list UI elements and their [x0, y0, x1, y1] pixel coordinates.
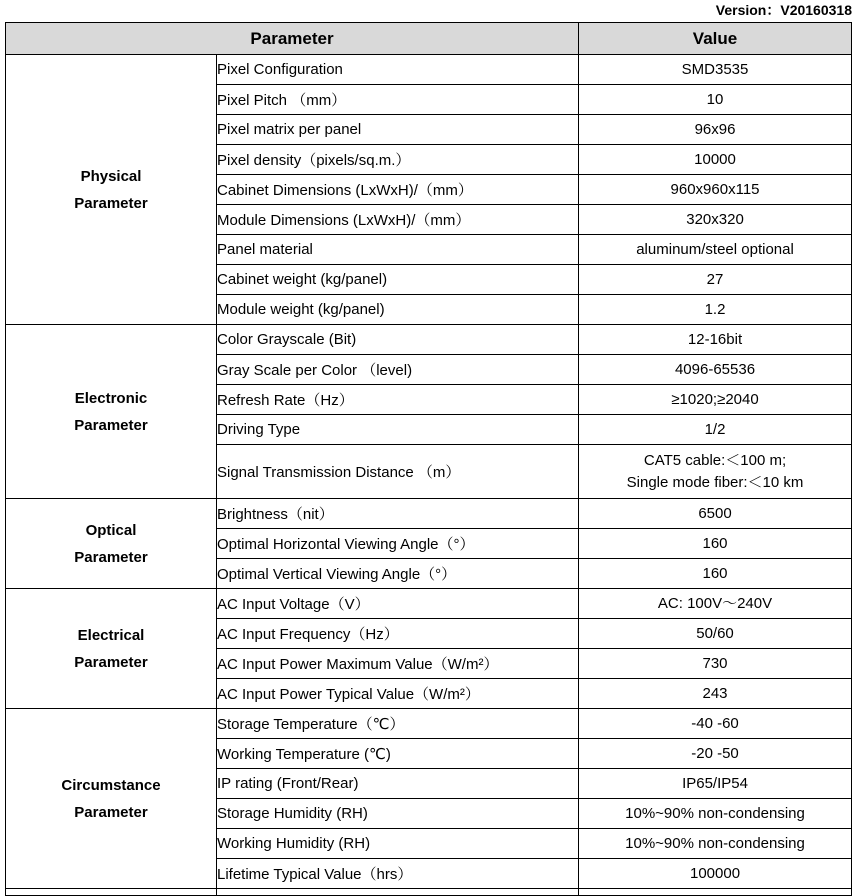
group-title: [6, 589, 217, 709]
table-header-row: [6, 23, 852, 55]
parameter-value-line: 10000: [694, 150, 736, 168]
group-title-line: Parameter: [74, 194, 148, 212]
parameter-name: IP rating (Front/Rear): [217, 769, 579, 799]
parameter-value: [579, 355, 852, 385]
parameter-name: AC Input Power Typical Value（W/m²）: [217, 679, 579, 709]
parameter-name: Gray Scale per Color （level): [217, 355, 579, 385]
parameter-value: [579, 85, 852, 115]
group-title-line: Optical: [85, 521, 137, 539]
group-title-line: Parameter: [74, 548, 148, 566]
parameter-name: Storage Humidity (RH): [217, 799, 579, 829]
parameter-value: [579, 679, 852, 709]
parameter-name: Cabinet weight (kg/panel): [217, 265, 579, 295]
parameter-value: [579, 499, 852, 529]
parameter-value-line: 320x320: [686, 210, 744, 228]
parameter-name: AC Input Power Maximum Value（W/m²）: [217, 649, 579, 679]
parameter-value-line: 160: [702, 564, 728, 582]
parameter-value-line: 10%~90% non-condensing: [625, 834, 805, 852]
parameter-value-line: 243: [702, 684, 728, 702]
parameter-name: Pixel Configuration: [217, 55, 579, 85]
parameter-value: [579, 295, 852, 325]
parameter-value-line: 730: [702, 654, 728, 672]
parameter-value-line: SMD3535: [681, 60, 749, 78]
parameter-value-line: 1/2: [704, 420, 726, 438]
parameter-name: AC Input Frequency（Hz）: [217, 619, 579, 649]
parameter-value: [579, 619, 852, 649]
parameter-name: Module weight (kg/panel): [217, 295, 579, 325]
parameter-value: [579, 115, 852, 145]
group-title-line: Electrical: [77, 626, 145, 644]
parameter-name: AC Input Voltage（V）: [217, 589, 579, 619]
parameter-value-line: Single mode fiber:＜10 km: [626, 473, 804, 491]
group-title: [6, 709, 217, 889]
parameter-value-line: 50/60: [696, 624, 734, 642]
parameter-name: Storage Temperature（℃）: [217, 709, 579, 739]
parameter-value: [579, 415, 852, 445]
parameter-name: Color Grayscale (Bit): [217, 325, 579, 355]
parameter-name: Refresh Rate（Hz）: [217, 385, 579, 415]
parameter-value-line: -20 -50: [691, 744, 739, 762]
parameter-value-line: CAT5 cable:＜100 m;: [643, 451, 787, 469]
parameter-name: Lifetime Typical Value（hrs）: [217, 859, 579, 889]
parameter-value-line: 960x960x115: [670, 180, 760, 198]
parameter-value: [579, 709, 852, 739]
version-label: Version：V20160318: [715, 2, 852, 18]
parameter-name: Signal Transmission Distance （m）: [217, 445, 579, 499]
parameter-value-line: 12-16bit: [687, 330, 743, 348]
parameter-value: [579, 799, 852, 829]
group-title: [6, 55, 217, 325]
parameter-name: Pixel Pitch （mm）: [217, 85, 579, 115]
parameter-name: Panel material: [217, 235, 579, 265]
group-title-line: Physical: [80, 167, 142, 185]
table-row: [6, 325, 852, 355]
parameter-name: Working Humidity (RH): [217, 829, 579, 859]
group-title-line: Parameter: [74, 803, 148, 821]
parameter-value: [579, 859, 852, 889]
parameter-name: Pixel matrix per panel: [217, 115, 579, 145]
parameter-value-line: 1.2: [704, 300, 726, 318]
spec-table: [5, 22, 852, 896]
table-row: [6, 709, 852, 739]
parameter-name: Module Dimensions (LxWxH)/（mm）: [217, 205, 579, 235]
parameter-value-line: 160: [702, 534, 728, 552]
parameter-value: [579, 769, 852, 799]
parameter-value: [579, 265, 852, 295]
parameter-value-line: IP65/IP54: [682, 774, 748, 792]
spec-table-body: [6, 55, 852, 896]
parameter-name: Optimal Vertical Viewing Angle（°）: [217, 559, 579, 589]
parameter-value-line: AC: 100V～240V: [657, 594, 773, 612]
table-row: [6, 55, 852, 85]
table-row-partial: [6, 889, 852, 896]
parameter-value-line: 10: [706, 90, 724, 108]
parameter-value: [579, 559, 852, 589]
parameter-value: [579, 739, 852, 769]
parameter-header: Parameter: [6, 23, 579, 55]
parameter-value-line: 10%~90% non-condensing: [625, 804, 805, 822]
parameter-value: [579, 529, 852, 559]
parameter-value: [579, 55, 852, 85]
parameter-value: [579, 829, 852, 859]
parameter-value-line: 6500: [698, 504, 732, 522]
parameter-name: Pixel density（pixels/sq.m.）: [217, 145, 579, 175]
parameter-value: [579, 205, 852, 235]
parameter-name: Brightness（nit）: [217, 499, 579, 529]
parameter-value-line: 100000: [689, 864, 741, 882]
group-title: [6, 325, 217, 499]
empty-cell: [6, 889, 217, 896]
value-header: Value: [579, 23, 852, 55]
parameter-value: [579, 325, 852, 355]
parameter-value-line: ≥1020;≥2040: [671, 390, 759, 408]
parameter-value: [579, 589, 852, 619]
parameter-value: [579, 385, 852, 415]
parameter-value: [579, 649, 852, 679]
group-title: [6, 499, 217, 589]
parameter-name: Driving Type: [217, 415, 579, 445]
parameter-value-line: 96x96: [694, 120, 736, 138]
parameter-value-line: 27: [706, 270, 724, 288]
group-title-line: Parameter: [74, 416, 148, 434]
parameter-value-line: aluminum/steel optional: [636, 240, 794, 258]
parameter-name: Optimal Horizontal Viewing Angle（°）: [217, 529, 579, 559]
parameter-name: Working Temperature (℃): [217, 739, 579, 769]
group-title-line: Parameter: [74, 653, 148, 671]
empty-cell: [217, 889, 579, 896]
empty-cell: [579, 889, 852, 896]
group-title-line: Electronic: [74, 389, 148, 407]
parameter-value: [579, 445, 852, 499]
parameter-value-line: 4096-65536: [674, 360, 756, 378]
group-title-line: Circumstance: [61, 776, 161, 794]
parameter-value-line: -40 -60: [691, 714, 739, 732]
table-row: [6, 589, 852, 619]
parameter-value: [579, 235, 852, 265]
parameter-value: [579, 145, 852, 175]
parameter-value: [579, 175, 852, 205]
parameter-name: Cabinet Dimensions (LxWxH)/（mm）: [217, 175, 579, 205]
table-row: [6, 499, 852, 529]
